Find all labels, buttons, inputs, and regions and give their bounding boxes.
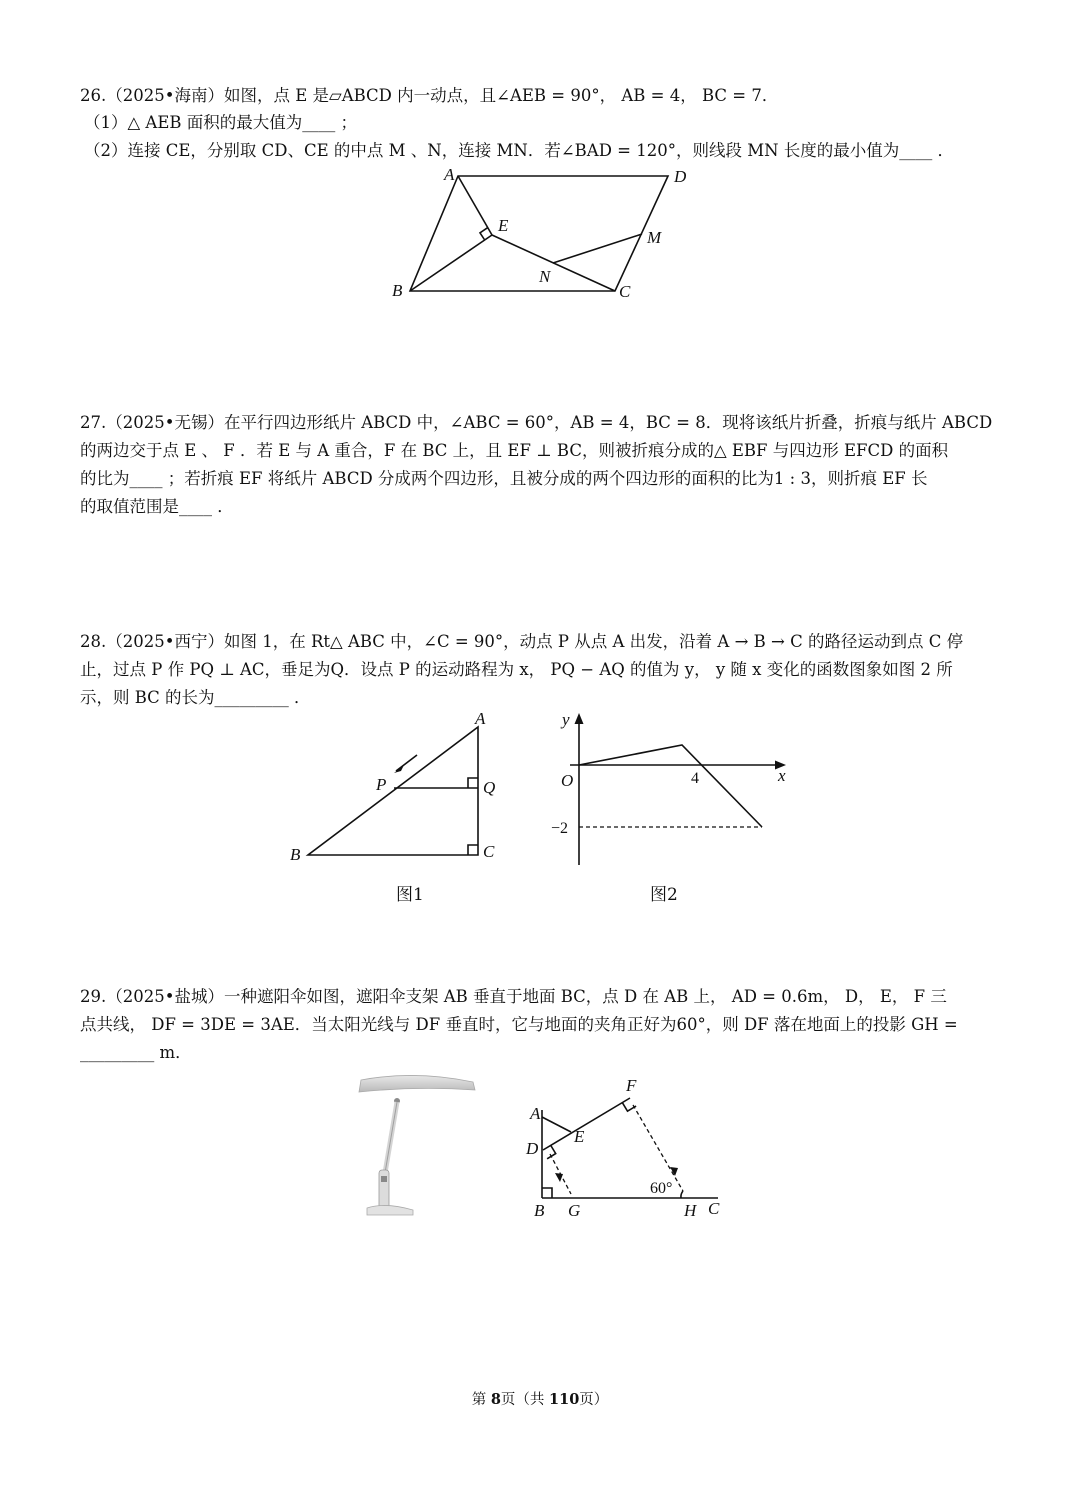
q28-fig1-label-q: Q — [483, 778, 496, 797]
q29-label-e: E — [574, 1127, 585, 1146]
q27-line2: 的两边交于点 E 、 F ．若 E 与 A 重合，F 在 BC 上，且 EF ⊥ BC，则被折痕分成的△ EBF 与四边形 EFCD 的面积 — [80, 441, 949, 460]
q29-line1: 29.（2025•盐城）一种遮阳伞如图，遮阳伞支架 AB 垂直于地面 BC，点 D 在 AB 上， AD = 0.6m， D， E， F 三 — [80, 987, 947, 1006]
q26-line1: 26.（2025•海南）如图，点 E 是▱ABCD 内一动点，且∠AEB = 90°， AB = 4， BC = 7． — [80, 86, 779, 105]
q28-line1: 28.（2025•西宁）如图 1，在 Rt△ ABC 中，∠C = 90°，动点 P 从点 A 出发，沿着 A → B → C 的路径运动到点 C 停 — [80, 632, 964, 651]
footer-pre: 第 — [471, 1392, 491, 1408]
q27-line4: 的取值范围是____ ． — [80, 497, 234, 516]
q29-label-h: H — [684, 1201, 697, 1220]
q28-fig2-y-axis-label: y — [562, 710, 570, 729]
q29-label-a: A — [530, 1104, 541, 1123]
q26-label-d: D — [674, 167, 687, 186]
page-footer — [0, 1388, 1080, 1409]
q28-fig1-label-c: C — [483, 842, 495, 861]
q29-line2: 点共线， DF = 3DE = 3AE．当太阳光线与 DF 垂直时，它与地面的夹角正好为60°，则 DF 落在地面上的投影 GH = — [80, 1015, 958, 1034]
q26-line3: （2）连接 CE，分别取 CD、CE 的中点 M 、N，连接 MN．若∠BAD = 120°，则线段 MN 长度的最小值为____ ． — [84, 141, 955, 160]
q29-label-d: D — [526, 1139, 539, 1158]
q26-label-m: M — [647, 228, 662, 247]
q28-line2: 止，过点 P 作 PQ ⊥ AC，垂足为Q．设点 P 的运动路程为 x， PQ − AQ 的值为 y， y 随 x 变化的函数图象如图 2 所 — [80, 660, 953, 679]
q29-label-b: B — [534, 1201, 545, 1220]
q28-fig1-label-p: P — [376, 775, 387, 794]
footer-mid: 页（共 — [500, 1392, 550, 1408]
footer-post: 页） — [579, 1392, 609, 1408]
q27-line3: 的比为____ ；若折痕 EF 将纸片 ABCD 分成两个四边形，且被分成的两个四边形的面积的比为1 : 3，则折痕 EF 长 — [80, 469, 928, 488]
q28-fig2-caption: 图2 — [650, 885, 678, 905]
q28-figure-1 — [280, 705, 510, 870]
q28-fig2-origin-label: O — [561, 771, 574, 790]
footer-page-number: 8 — [490, 1391, 501, 1408]
q27-line1: 27.（2025•无锡）在平行四边形纸片 ABCD 中，∠ABC = 60°，AB = 4，BC = 8．现将该纸片折叠，折痕与纸片 ABCD — [80, 413, 993, 432]
q28-figure-2 — [530, 705, 800, 870]
q28-fig1-label-a: A — [475, 709, 486, 728]
q26-label-c: C — [619, 282, 631, 301]
q29-label-angle: 60° — [650, 1180, 673, 1197]
q28-fig2-y-tick: −2 — [551, 820, 569, 837]
q26-figure — [380, 158, 710, 303]
q29-line3: _________ m． — [80, 1043, 192, 1062]
q29-label-g: G — [568, 1201, 581, 1220]
umbrella-lamp-photo — [355, 1068, 485, 1223]
q28-fig2-x-tick: 4 — [691, 770, 699, 787]
q29-figure — [520, 1070, 735, 1225]
q29-label-c: C — [708, 1199, 720, 1218]
q26-label-n: N — [539, 267, 551, 286]
q26-line2: （1）△ AEB 面积的最大值为____ ； — [84, 113, 358, 132]
q26-label-a: A — [444, 165, 455, 184]
q28-fig2-x-axis-label: x — [778, 766, 786, 785]
q28-line3: 示，则 BC 的长为_________ ． — [80, 688, 311, 707]
footer-total-pages: 110 — [549, 1391, 580, 1408]
q28-fig1-caption: 图1 — [396, 885, 424, 905]
q26-label-b: B — [392, 281, 403, 300]
q26-label-e: E — [498, 216, 509, 235]
q29-label-f: F — [626, 1076, 637, 1095]
q28-fig1-label-b: B — [290, 845, 301, 864]
